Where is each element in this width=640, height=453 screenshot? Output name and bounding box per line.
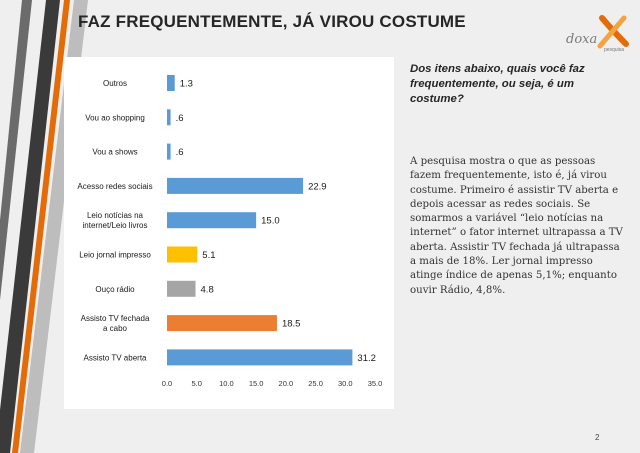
category-label: Leio jornal impresso (79, 250, 151, 260)
bar (167, 247, 197, 263)
value-label: 18.5 (281, 318, 301, 330)
x-tick-label: 5.0 (191, 379, 202, 388)
x-tick-label: 0.0 (161, 379, 173, 388)
value-label: 15.0 (261, 215, 280, 227)
bar (167, 349, 352, 365)
value-label: 22.9 (308, 181, 327, 193)
x-tick-label: 35.0 (367, 379, 383, 388)
bar-chart (64, 57, 394, 409)
bar (167, 315, 277, 331)
value-label: 4.8 (200, 284, 214, 296)
x-tick-label: 25.0 (308, 379, 323, 388)
category-label: Outros (102, 79, 128, 88)
slide-title: FAZ FREQUENTEMENTE, JÁ VIROU COSTUME (78, 12, 466, 31)
bar (167, 212, 256, 228)
category-label: Acesso redes sociais (77, 181, 153, 191)
value-label: 5.1 (202, 250, 216, 261)
value-label: 1.3 (179, 78, 193, 90)
survey-question: Dos itens abaixo, quais você faz frequentemente, ou seja, é um costume? (410, 63, 585, 105)
x-tick-label: 30.0 (337, 379, 353, 388)
bar (167, 144, 171, 160)
value-label: 31.2 (357, 352, 376, 364)
analysis-text: A pesquisa mostra o que as pessoas fazem frequentemente, isto é, já virou costume. Primeiro é assistir TV aberta e depois acessar as redes sociais. Se somarmos a variável “leio notícias na internet” o fator internet ultrapassa a TV aberta. Assistir TV fechada já ultrapassa a mais de 18%. Ler jornal impresso atinge índice de apenas 5,1%; enquanto ouvir Rádio, 4,8%. (410, 156, 623, 296)
bar (167, 281, 196, 297)
category-label: Ouço rádio (95, 284, 135, 294)
category-label: Leio notícias na internet/Leio livros (82, 211, 148, 231)
logo-sub: pesquisa (604, 47, 625, 53)
category-label: Assisto TV fechada a cabo (80, 314, 150, 334)
category-label: Vou ao shopping (85, 113, 145, 123)
logo-name: doxa (566, 32, 598, 47)
category-label: Assisto TV aberta (83, 353, 147, 363)
x-tick-label: 20.0 (278, 379, 294, 388)
bar (167, 75, 175, 91)
value-label: .6 (175, 112, 184, 124)
value-label: .6 (175, 147, 184, 159)
bar (167, 178, 303, 194)
x-tick-label: 10.0 (219, 379, 234, 388)
x-tick-label: 15.0 (248, 379, 264, 388)
chart-panel (64, 57, 394, 409)
bar (167, 109, 171, 125)
page-number: 2 (595, 433, 600, 442)
category-label: Vou a shows (92, 147, 138, 157)
